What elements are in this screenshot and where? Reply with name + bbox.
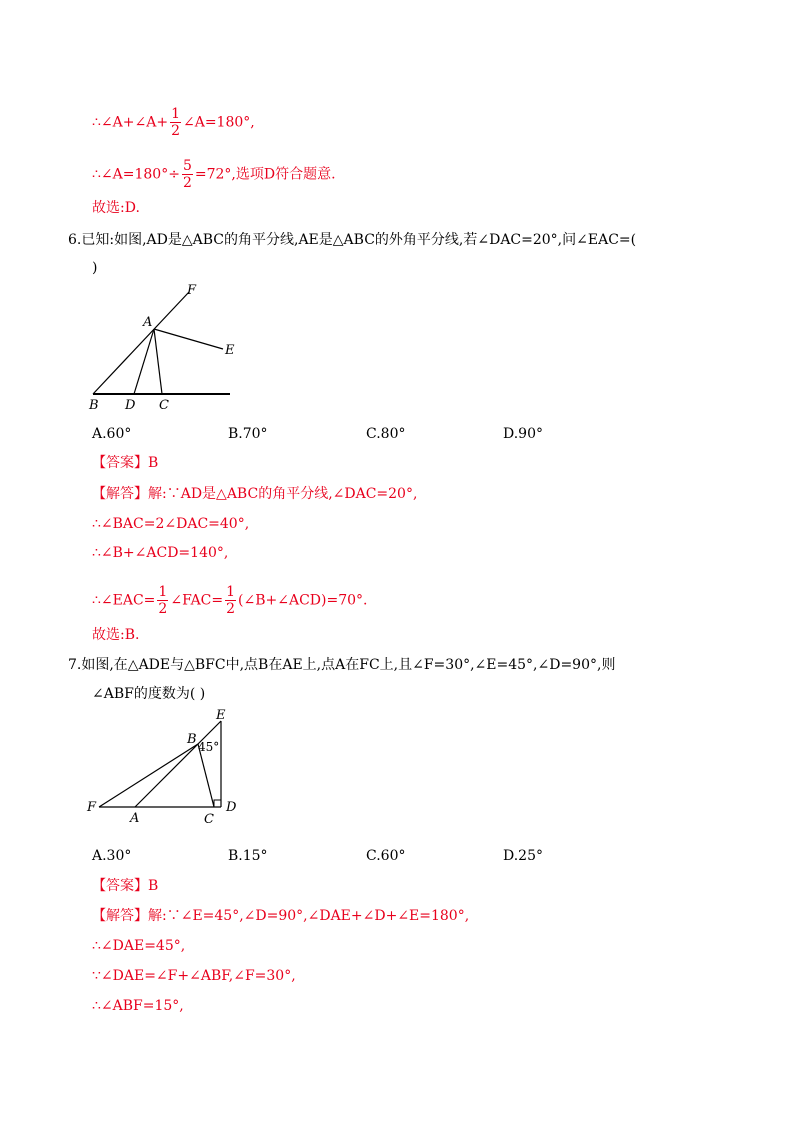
label-C: C [159,398,169,412]
line-AE [154,329,223,349]
q7-option-a[interactable]: A.30° [92,848,132,864]
label-D: D [125,398,136,412]
text: ∠A=180°, [182,114,255,131]
label-E: E [216,708,226,723]
fraction: $\frac{1}{2}$ [226,584,236,617]
q7-solution-1: 【解答】解:∵∠E=45°,∠D=90°,∠DAE+∠D+∠E=180°, [92,908,470,924]
fraction: $\frac{1}{2}$ [171,106,180,139]
label-A: A [143,315,153,330]
line-AC [154,329,162,394]
q6-choice: 故选:B. [92,627,140,643]
prev-solution-line-2: ∴∠A=180°÷ $\frac{5}{2}$ =72°,选项D符合题意. [92,158,336,191]
q7-solution-4: ∴∠ABF=15°, [92,998,184,1014]
q6-stem: 6.已知:如图,AD是△ABC的角平分线,AE是△ABC的外角平分线,若∠DAC=20°,问∠EAC=( [68,232,637,248]
q7-answer: 【答案】B [92,878,159,894]
fraction: $\frac{1}{2}$ [158,584,168,617]
label-D: D [226,800,237,815]
q6-stem-cont: ) [92,260,98,276]
q6-figure [85,282,245,412]
q6-answer: 【答案】B [92,455,159,471]
line-AD [134,329,154,394]
label-B: B [187,732,197,747]
q7-solution-2: ∴∠DAE=45°, [92,938,186,954]
q7-option-d[interactable]: D.25° [503,848,543,864]
q6-solution-3: ∴∠B+∠ACD=140°, [92,545,229,561]
q6-option-b[interactable]: B.70° [228,426,268,442]
fraction: $\frac{5}{2}$ [182,158,192,191]
q6-solution-2: ∴∠BAC=2∠DAC=40°, [92,516,250,532]
label-F: F [187,283,197,298]
line-FB [99,744,198,807]
q7-solution-3: ∵∠DAE=∠F+∠ABF,∠F=30°, [92,968,296,984]
label-E: E [225,343,235,358]
line-BF [93,292,189,394]
q7-stem-cont: ∠ABF的度数为( ) [92,686,206,702]
prev-solution-line-1 [92,106,255,139]
label-angle-45: 45° [198,740,220,754]
q6-solution-4: ∴∠EAC= $\frac{1}{2}$ ∠FAC= $\frac{1}{2}$ (∠B+∠ACD)=70°. [92,584,368,617]
label-B: B [89,398,99,412]
label-F: F [87,800,97,815]
q6-option-c[interactable]: C.80° [366,426,406,442]
q6-option-d[interactable]: D.90° [503,426,543,442]
text: ∴∠A+∠A+ [92,114,169,131]
q6-option-a[interactable]: A.60° [92,426,132,442]
label-A: A [130,811,140,826]
right-angle-mark [214,800,221,807]
q7-option-c[interactable]: C.60° [366,848,406,864]
q7-figure [85,707,245,832]
prev-choice: 故选:D. [92,200,140,216]
line-AE [135,721,221,807]
q6-solution-1: 【解答】解:∵AD是△ABC的角平分线,∠DAC=20°, [92,486,418,502]
q7-stem: 7.如图,在△ADE与△BFC中,点B在AE上,点A在FC上,且∠F=30°,∠E=45°,∠D=90°,则 [68,657,616,673]
label-C: C [204,812,214,827]
q7-option-b[interactable]: B.15° [228,848,268,864]
